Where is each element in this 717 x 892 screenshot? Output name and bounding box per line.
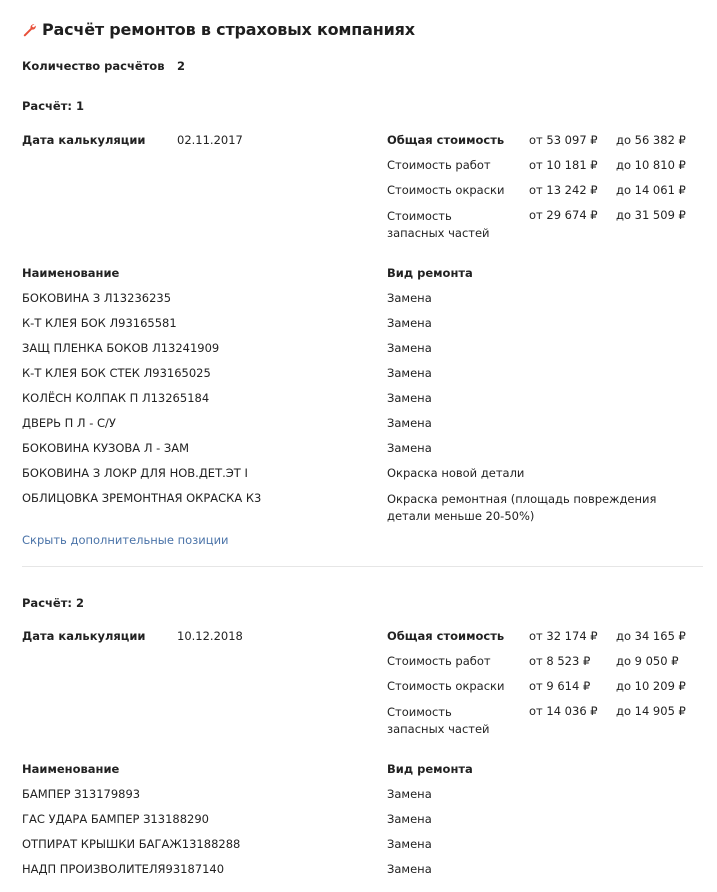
list-item-repair: Замена [387,787,432,801]
list-item-name: ОТПИРАТ КРЫШКИ БАГАЖ13188288 [22,837,241,851]
list-item-name: К-Т КЛЕЯ БОК Л93165581 [22,316,177,330]
calc1-date-label: Дата калькуляции [22,133,146,147]
list-item-name: ДВЕРЬ П Л - С/У [22,416,116,430]
list-item-name: КОЛЁСН КОЛПАК П Л13265184 [22,391,210,405]
calc2-paint-label: Стоимость окраски [387,679,505,693]
list-item-repair: Окраска ремонтная (площадь повреждения детали меньше 20-50%) [387,492,657,523]
calc2-paint-from: от 9 614 ₽ [529,679,591,693]
calc2-total-from: от 32 174 ₽ [529,629,598,643]
list-item-name: ГАС УДАРА БАМПЕР З13188290 [22,812,209,826]
list-item-name: ЗАЩ ПЛЕНКА БОКОВ Л13241909 [22,341,220,355]
list-item-repair: Замена [387,341,432,355]
list-item-repair: Замена [387,812,432,826]
calc1-work-to: до 10 810 ₽ [616,158,686,172]
calc1-total-label: Общая стоимость [387,133,505,147]
page-title-text: Расчёт ремонтов в страховых компаниях [42,20,415,39]
list-item-name: БОКОВИНА КУЗОВА Л - ЗАМ [22,441,190,455]
calc2-date-value: 10.12.2018 [177,629,243,643]
calc2-total-to: до 34 165 ₽ [616,629,686,643]
calc2-work-to: до 9 050 ₽ [616,654,679,668]
calc1-total-to: до 56 382 ₽ [616,133,686,147]
page-title [22,20,415,39]
calc1-total-from: от 53 097 ₽ [529,133,598,147]
calc1-work-from: от 10 181 ₽ [529,158,598,172]
calc2-date-label: Дата калькуляции [22,629,146,643]
calc2-label: Расчёт: 2 [22,596,84,610]
list-item-name: БОКОВИНА З ЛОКР ДЛЯ НОВ.ДЕТ.ЭТ I [22,466,248,480]
calc1-parts-from: от 29 674 ₽ [529,208,598,222]
wrench-icon [22,23,36,37]
calc1-work-label: Стоимость работ [387,158,491,172]
section-divider [22,566,703,567]
calc2-parts-label: Стоимость запасных частей [387,705,490,736]
list-item-repair: Окраска новой детали [387,466,525,480]
list-item-name: ОБЛИЦОВКА ЗРЕМОНТНАЯ ОКРАСКА К3 [22,491,262,505]
calc2-total-label: Общая стоимость [387,629,505,643]
calc2-header-name: Наименование [22,762,120,776]
calc1-paint-from: от 13 242 ₽ [529,183,598,197]
calc2-header-repair: Вид ремонта [387,762,473,776]
list-item-name: К-Т КЛЕЯ БОК СТЕК Л93165025 [22,366,211,380]
list-item-name: НАДП ПРОИЗВОЛИТЕЛЯ93187140 [22,862,225,876]
list-item-repair: Замена [387,441,432,455]
calc1-paint-to: до 14 061 ₽ [616,183,686,197]
list-item-repair: Замена [387,862,432,876]
calc1-date-value: 02.11.2017 [177,133,243,147]
list-item-name: БОКОВИНА З Л13236235 [22,291,172,305]
list-item-repair: Замена [387,391,432,405]
list-item-repair: Замена [387,316,432,330]
calc2-paint-to: до 10 209 ₽ [616,679,686,693]
calc1-parts-to: до 31 509 ₽ [616,208,686,222]
calc2-parts-to: до 14 905 ₽ [616,704,686,718]
list-item-repair: Замена [387,416,432,430]
count-label: Количество расчётов [22,59,165,73]
calc1-header-repair: Вид ремонта [387,266,473,280]
calc2-work-label: Стоимость работ [387,654,491,668]
count-value: 2 [177,59,186,73]
calc1-parts-label: Стоимость запасных частей [387,209,490,240]
calc2-work-from: от 8 523 ₽ [529,654,591,668]
calc1-label: Расчёт: 1 [22,99,84,113]
calc2-parts-from: от 14 036 ₽ [529,704,598,718]
calc1-header-name: Наименование [22,266,120,280]
hide-extra-positions-link[interactable]: Скрыть дополнительные позиции [22,533,229,547]
list-item-repair: Замена [387,291,432,305]
calc1-paint-label: Стоимость окраски [387,183,505,197]
list-item-repair: Замена [387,366,432,380]
list-item-name: БАМПЕР З13179893 [22,787,141,801]
list-item-repair: Замена [387,837,432,851]
